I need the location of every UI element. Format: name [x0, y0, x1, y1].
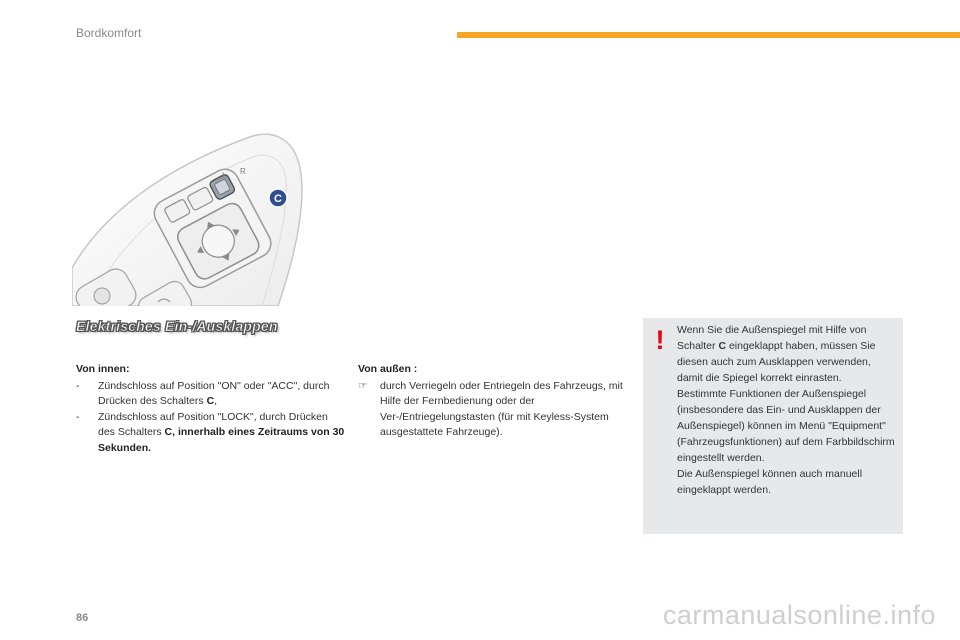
outside-title: Von außen : — [358, 363, 418, 375]
callout-letter: C — [274, 193, 282, 205]
page-number: 86 — [76, 612, 89, 624]
outside-instructions — [358, 362, 623, 441]
list-item: - Zündschloss auf Position "LOCK", durch Drücken des Schalters C, innerhalb eines Zeitraums von 30 Sekunden. — [76, 410, 345, 454]
warning-text: Wenn Sie die Außenspiegel mit Hilfe von Schalter C eingeklappt haben, müssen Sie diesen auch zum Ausklappen verwenden, damit die Spiegel korrekt einrasten. Bestimmte Funktionen der Außenspiegel (insbesondere das Ein- und Ausklappen der Außenspiegel) können im Menü "Equipment" (Fahrzeugsfunktionen) auf dem Farbbildschirm eingestellt werden. Die Außenspiegel können auch manuell eingeklappt werden. — [677, 324, 895, 496]
watermark: carmanualsonline.info — [662, 600, 936, 630]
mirror-switch-illustration — [72, 128, 306, 306]
section-title: Bordkomfort — [76, 26, 142, 40]
inside-title: Von innen: — [76, 363, 130, 375]
pointer-icon: ☞ — [358, 379, 368, 392]
warning-note — [643, 318, 903, 534]
list-item: - Zündschloss auf Position "ON" oder "ACC", durch Drücken des Schalters C, — [76, 379, 330, 407]
list-item: ☞ durch Verriegeln oder Entriegeln des Fahrzeugs, mit Hilfe der Fernbedienung oder der Ver-/Entriegelungstasten (für mit Keyless-System ausgestattete Fahrzeuge). — [358, 379, 623, 438]
switch-letter-l: L — [222, 171, 227, 180]
warning-icon: ! — [655, 325, 665, 355]
switch-letter-r: R — [240, 167, 246, 176]
section-accent-bar — [457, 32, 960, 38]
inside-instructions — [76, 362, 346, 456]
section-heading: Elektrisches Ein-/Ausklappen — [76, 318, 278, 334]
